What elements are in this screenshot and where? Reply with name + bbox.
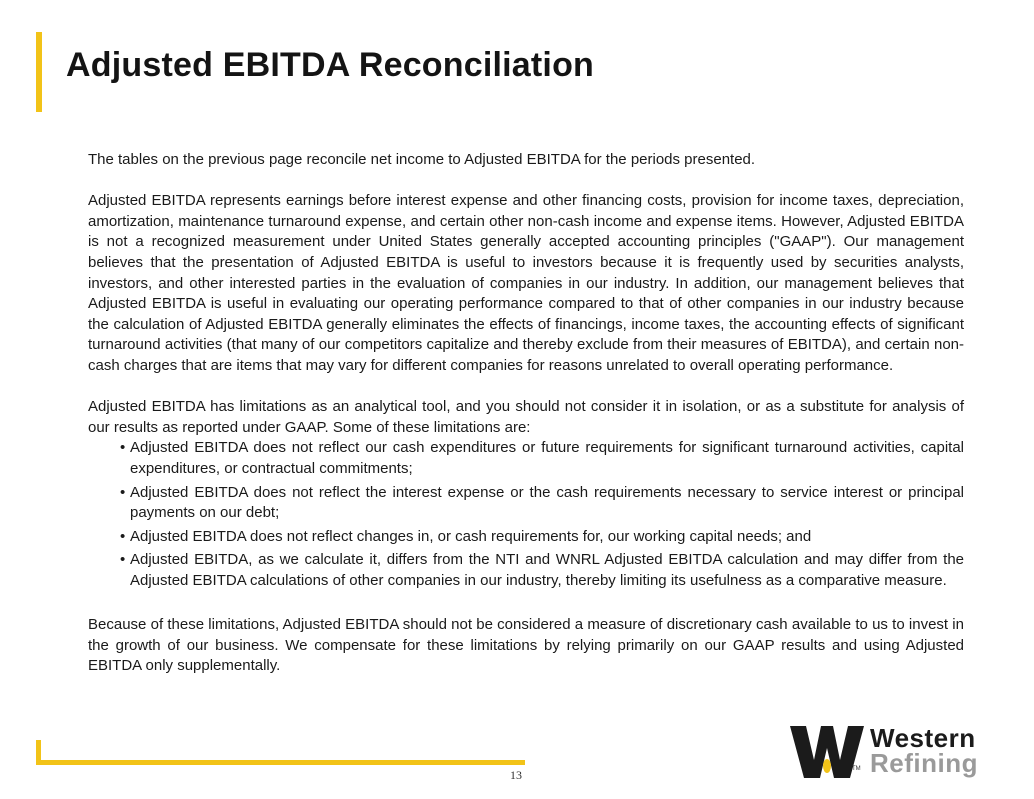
list-item: • Adjusted EBITDA, as we calculate it, differs from the NTI and WNRL Adjusted EBITDA calculation and may differ from the Adjusted EBITDA calculations of other companies in our industry, thereby limiting its usefulness as a comparative measure. [120,551,964,589]
title-accent-bar [36,32,42,112]
bullet-icon: • [120,527,126,545]
list-item: • Adjusted EBITDA does not reflect changes in, or cash requirements for, our working capital needs; and [116,527,964,548]
page-title: Adjusted EBITDA Reconciliation [66,46,595,84]
bullet-icon: • [120,483,126,501]
western-refining-logo [790,722,1012,780]
bullet-icon: • [120,439,126,457]
page-number: 13 [510,768,522,782]
logo-word-western: Western [870,723,976,753]
logo-trademark: TM [852,766,861,772]
conclusion-paragraph: Because of these limitations, Adjusted EBITDA should not be considered a measure of discretionary cash available to us to invest in the growth of our business. We compensate for these limitations by relying primarily on our GAAP results and using Adjusted EBITDA only supplementally. [88,616,964,675]
list-item: • Adjusted EBITDA does not reflect our cash expenditures or future requirements for significant turnaround activities, capital expenditures, or contractual commitments; [120,439,964,477]
limitations-intro-paragraph: Adjusted EBITDA has limitations as an analytical tool, and you should not consider it in isolation, or as a substitute for analysis of our results as reported under GAAP. Some of these limitations are: [88,398,964,436]
list-item: • Adjusted EBITDA does not reflect the interest expense or the cash requirements necessary to service interest or principal payments on our debt; [120,483,964,522]
logo-word-refining: Refining [870,748,978,778]
body-text [88,150,964,677]
intro-paragraph: The tables on the previous page reconcile net income to Adjusted EBITDA for the periods presented. [88,151,756,168]
bullet-icon: • [120,551,126,569]
limitations-list [88,438,964,591]
definition-paragraph: Adjusted EBITDA represents earnings before interest expense and other financing costs, provision for income taxes, depreciation, amortization, maintenance turnaround expense, and certain other non-cash income and expense items. However, Adjusted EBITDA is not a recognized measurement under United States generally accepted accounting principles ("GAAP"). Our management believes that the presentation of Adjusted EBITDA is useful to investors because it is frequently used by securities analysts, investors, and other interested parties in the evaluation of companies in our industry. In addition, our management believes that Adjusted EBITDA is useful in evaluating our operating performance compared to that of other companies in our industry because the calculation of Adjusted EBITDA generally eliminates the effects of financings, income taxes, the accounting effects of significant turnaround activities (that many of our competitors capitalize and thereby exclude from their measures of EBITDA), and certain non-cash charges that are items that may vary for different companies for reasons unrelated to overall operating performance. [88,192,964,374]
footer-accent-line [36,760,525,765]
